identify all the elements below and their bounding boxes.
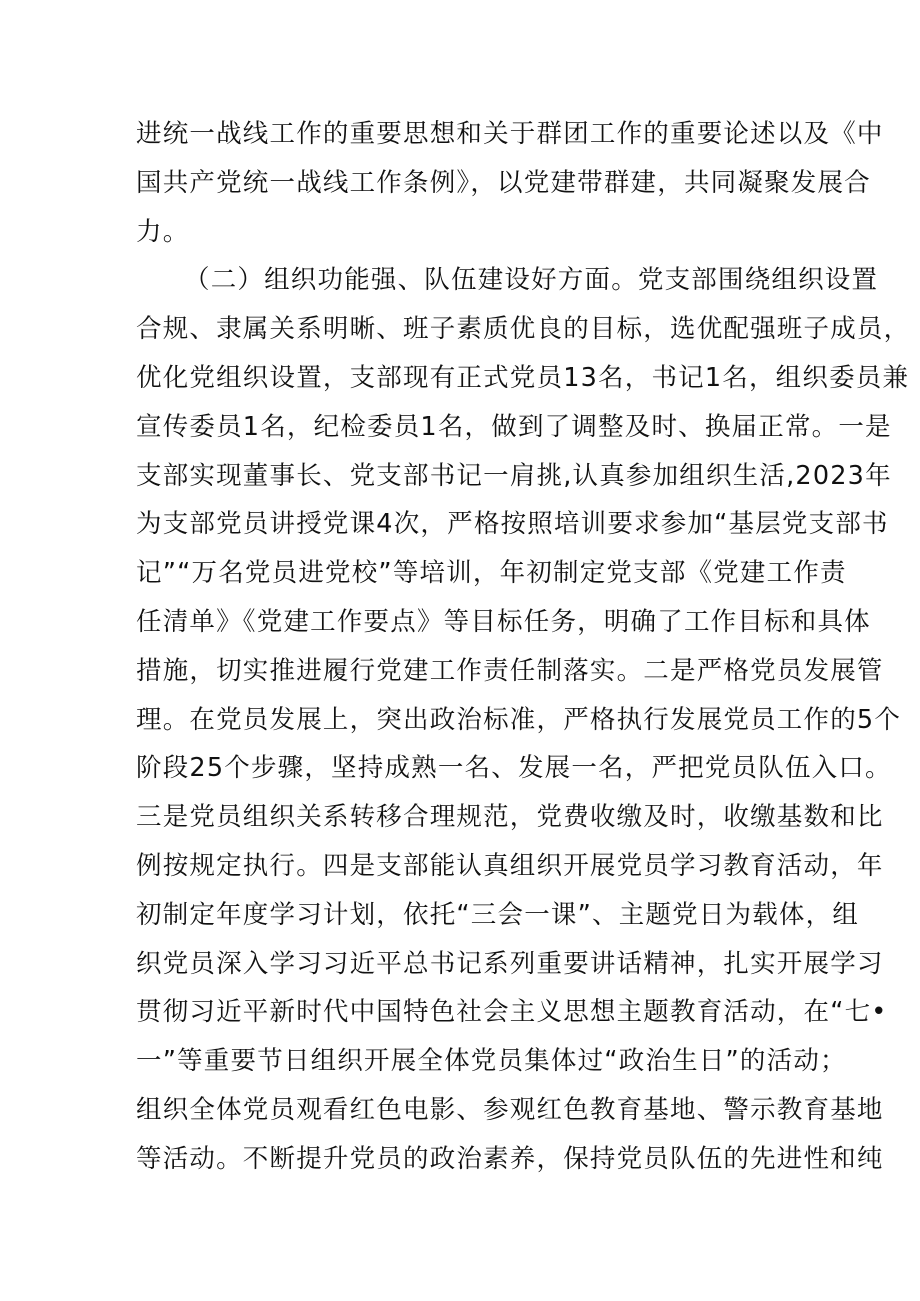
text-line-9: 为支部党员讲授党课4次，严格按照培训要求参加“基层党支部书 [136,509,889,540]
text-line-17: 初制定年度学习计划，依托“三会一课”、主题党日为载体，组 [136,899,860,930]
document-body-text [136,110,911,1184]
text-line-1: 进统一战线工作的重要思想和关于群团工作的重要论述以及《中 [136,119,884,149]
text-line-6: 优化党组织设置，支部现有正式党员13名，书记1名，组织委员兼 [136,362,910,393]
text-line-11: 任清单》《党建工作要点》等目标任务，明确了工作目标和具体 [136,606,871,637]
text-line-12: 措施，切实推进履行党建工作责任制落实。二是严格党员发展管 [136,655,884,686]
text-line-21: 组织全体党员观看红色电影、参观红色教育基地、警示教育基地 [136,1094,884,1125]
text-line-15: 三是党员组织关系转移合理规范，党费收缴及时，收缴基数和比 [136,802,884,833]
text-line-8: 支部实现董事长、党支部书记一肩挑,认真参加组织生活,2023年 [136,460,892,491]
text-line-22: 等活动。不断提升党员的政治素养，保持党员队伍的先进性和纯 [136,1143,884,1174]
text-line-18: 织党员深入学习习近平总书记系列重要讲话精神，扎实开展学习 [136,948,884,979]
text-line-13: 理。在党员发展上，突出政治标准，严格执行发展党员工作的5个 [136,704,902,735]
text-line-20: 一”等重要节日组织开展全体党员集体过“政治生日”的活动； [136,1046,847,1077]
text-line-10: 记”“万名党员进党校”等培训，年初制定党支部《党建工作责 [136,558,847,589]
text-line-7: 宣传委员1名，纪检委员1名，做到了调整及时、换届正常。一是 [136,411,892,442]
text-line-5: 合规、隶属关系明晰、班子素质优良的目标，选优配强班子成员， [136,314,911,345]
text-line-3: 力。 [136,216,190,247]
text-line-19: 贯彻习近平新时代中国特色社会主义思想主题教育活动，在“七• [136,997,888,1028]
text-line-16: 例按规定执行。四是支部能认真组织开展党员学习教育活动，年 [136,850,884,881]
text-line-2: 国共产党统一战线工作条例》，以党建带群建，共同凝聚发展合 [136,167,871,198]
section-heading-line: （二）组织功能强、队伍建设好方面。党支部围绕组织设置 [184,265,879,296]
text-line-14: 阶段25个步骤，坚持成熟一名、发展一名，严把党员队伍入口。 [136,753,892,784]
